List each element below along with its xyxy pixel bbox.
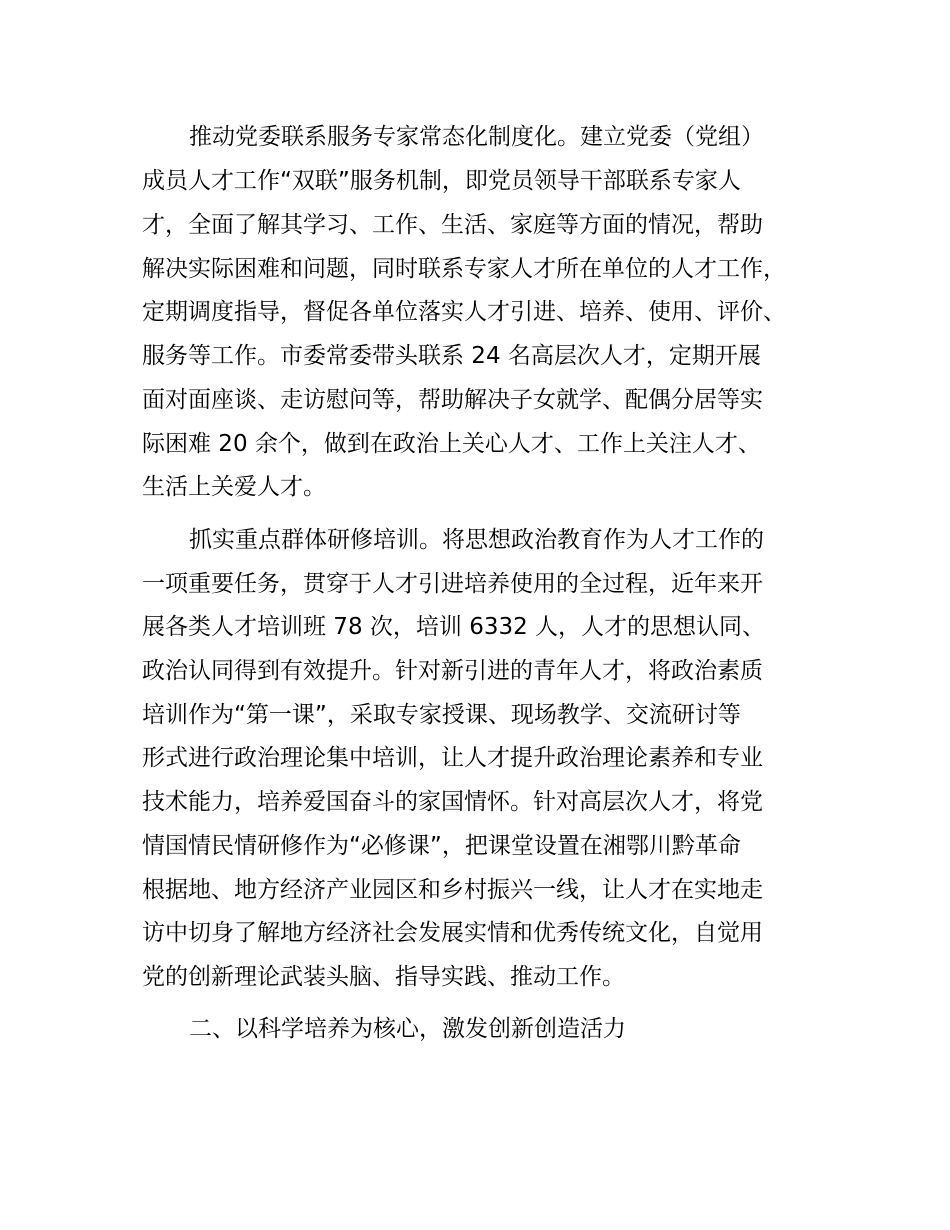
paragraph-2-line-6: 形式进行政治理论集中培训，让人才提升政治理论素养和专业 [142,745,763,771]
paragraph-1-line-7: 面对面座谈、走访慰问等，帮助解决子女就学、配偶分居等实 [142,387,763,413]
paragraph-2-line-1: 抓实重点群体研修培训。将思想政治教育作为人才工作的 [189,527,764,553]
paragraph-2-line-9: 根据地、地方经济产业园区和乡村振兴一线，让人才在实地走 [142,877,763,903]
paragraph-2-line-5: 培训作为“第一课”，采取专家授课、现场教学、交流研讨等 [142,702,741,728]
paragraph-1-line-9: 生活上关爱人才。 [142,474,326,500]
paragraph-2-line-3: 展各类人才培训班 78 次，培训 6332 人，人才的思想认同、 [142,614,766,640]
paragraph-1-line-6: 服务等工作。市委常委带头联系 24 名高层次人才，定期开展 [142,343,761,369]
paragraph-1-line-3: 才，全面了解其学习、工作、生活、家庭等方面的情况，帮助 [142,212,763,238]
paragraph-1-line-8: 际困难 20 余个，做到在政治上关心人才、工作上关注人才、 [142,431,761,457]
paragraph-2-line-4: 政治认同得到有效提升。针对新引进的青年人才，将政治素质 [142,658,763,684]
paragraph-1-line-4: 解决实际困难和问题，同时联系专家人才所在单位的人才工作， [142,256,786,282]
paragraph-1-line-1: 推动党委联系服务专家常态化制度化。建立党委（党组） [189,124,764,150]
section-heading: 二、以科学培养为核心，激发创新创造活力 [189,1016,626,1042]
paragraph-2-line-2: 一项重要任务，贯穿于人才引进培养使用的全过程，近年来开 [142,571,763,597]
paragraph-2-line-11: 党的创新理论武装头脑、指导实践、推动工作。 [142,964,625,990]
paragraph-2-line-10: 访中切身了解地方经济社会发展实情和优秀传统文化，自觉用 [142,920,763,946]
paragraph-1-line-2: 成员人才工作“双联”服务机制，即党员领导干部联系专家人 [142,168,741,194]
paragraph-1-line-5: 定期调度指导，督促各单位落实人才引进、培养、使用、评价、 [142,299,786,325]
paragraph-2-line-8: 情国情民情研修作为“必修课”，把课堂设置在湘鄂川黔革命 [142,833,741,859]
paragraph-2-line-7: 技术能力，培养爱国奋斗的家国情怀。针对高层次人才，将党 [142,789,763,815]
